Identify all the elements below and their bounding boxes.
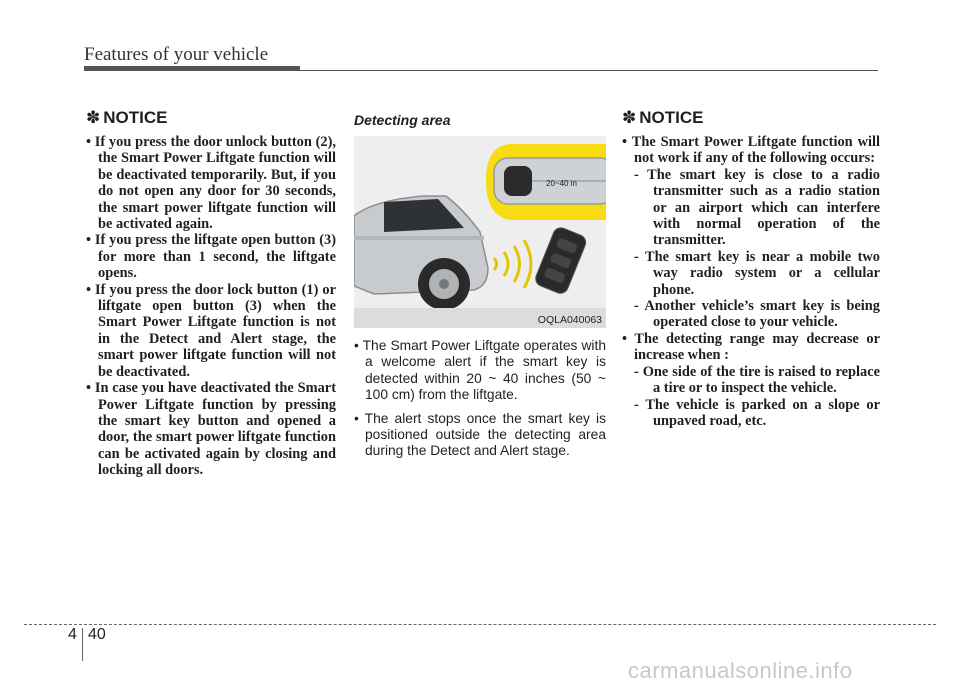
left-notice-column: [86, 108, 336, 479]
left-notice-list: [86, 134, 336, 479]
notice-star-icon: ✽: [86, 108, 101, 127]
right-notice-column: [622, 108, 880, 429]
page-header-title: Features of your vehicle: [84, 44, 269, 65]
list-item: • If you press the door lock button (1) or liftgate open button (3) when the Smart Power Liftgate function is not in the Detect and Alert stage, the smart power liftgate function will not be deactivated.: [86, 281, 336, 380]
sub-list: [634, 167, 880, 331]
footer-rule: [24, 624, 936, 625]
list-item: • The alert stops once the smart key is positioned outside the detecting area during the Detect and Alert stage.: [354, 410, 606, 459]
sub-list-item: - One side of the tire is raised to replace a tire or to inspect the vehicle.: [634, 363, 880, 397]
detecting-area-column: [354, 108, 606, 467]
detecting-area-figure: [354, 136, 606, 328]
right-notice-title: NOTICE: [639, 108, 704, 127]
list-item-text: • The detecting range may decrease or increase when :: [622, 330, 880, 364]
sub-list-item: - The smart key is close to a radio transmitter such as a radio station or an airport which can interfere with normal operation of the transmitter.: [634, 166, 880, 249]
header-accent-bar: [84, 66, 300, 71]
chapter-number: 4: [68, 626, 77, 643]
sub-list-item: - Another vehicle’s smart key is being operated close to your vehicle.: [634, 298, 880, 331]
detecting-area-list: [354, 338, 606, 460]
notice-star-icon: ✽: [622, 108, 637, 127]
list-item: • If you press the door unlock button (2), the Smart Power Liftgate function will be deactivated temporarily. But, if you do not open any door for 30 seconds, the smart power liftgate function will be activated again.: [86, 134, 336, 233]
right-notice-heading: [622, 108, 880, 128]
sub-list-item: - The smart key is near a mobile two way radio system or a cellular phone.: [634, 248, 880, 298]
sub-list-item: - The vehicle is parked on a slope or unpaved road, etc.: [634, 396, 880, 429]
list-item: [622, 331, 880, 429]
page-number-divider: [82, 628, 83, 661]
list-item-text: • The Smart Power Liftgate function will not work if any of the following occurs:: [622, 134, 880, 167]
watermark: carmanualsonline.info: [628, 658, 853, 683]
range-label: 20~40 in: [546, 179, 577, 188]
list-item: • The Smart Power Liftgate operates with a welcome alert if the smart key is detected within 20 ~ 40 inches (50 ~ 100 cm) from the liftgate.: [354, 338, 606, 403]
page-number: 40: [88, 626, 106, 643]
figure-code: OQLA040063: [537, 314, 602, 326]
detecting-area-illustration: [354, 136, 606, 328]
right-notice-list: [622, 134, 880, 429]
header-rule: [300, 70, 878, 71]
left-notice-heading: [86, 108, 336, 128]
sub-list: [634, 364, 880, 430]
detecting-area-title: Detecting area: [354, 112, 451, 128]
list-item: [622, 134, 880, 331]
left-notice-title: NOTICE: [103, 108, 168, 127]
list-item: • In case you have deactivated the Smart Power Liftgate function by pressing the smart key button and opened a door, the smart power liftgate function can be activated again by closing and locking all doors.: [86, 380, 336, 479]
list-item: • If you press the liftgate open button (3) for more than 1 second, the liftgate opens.: [86, 232, 336, 282]
